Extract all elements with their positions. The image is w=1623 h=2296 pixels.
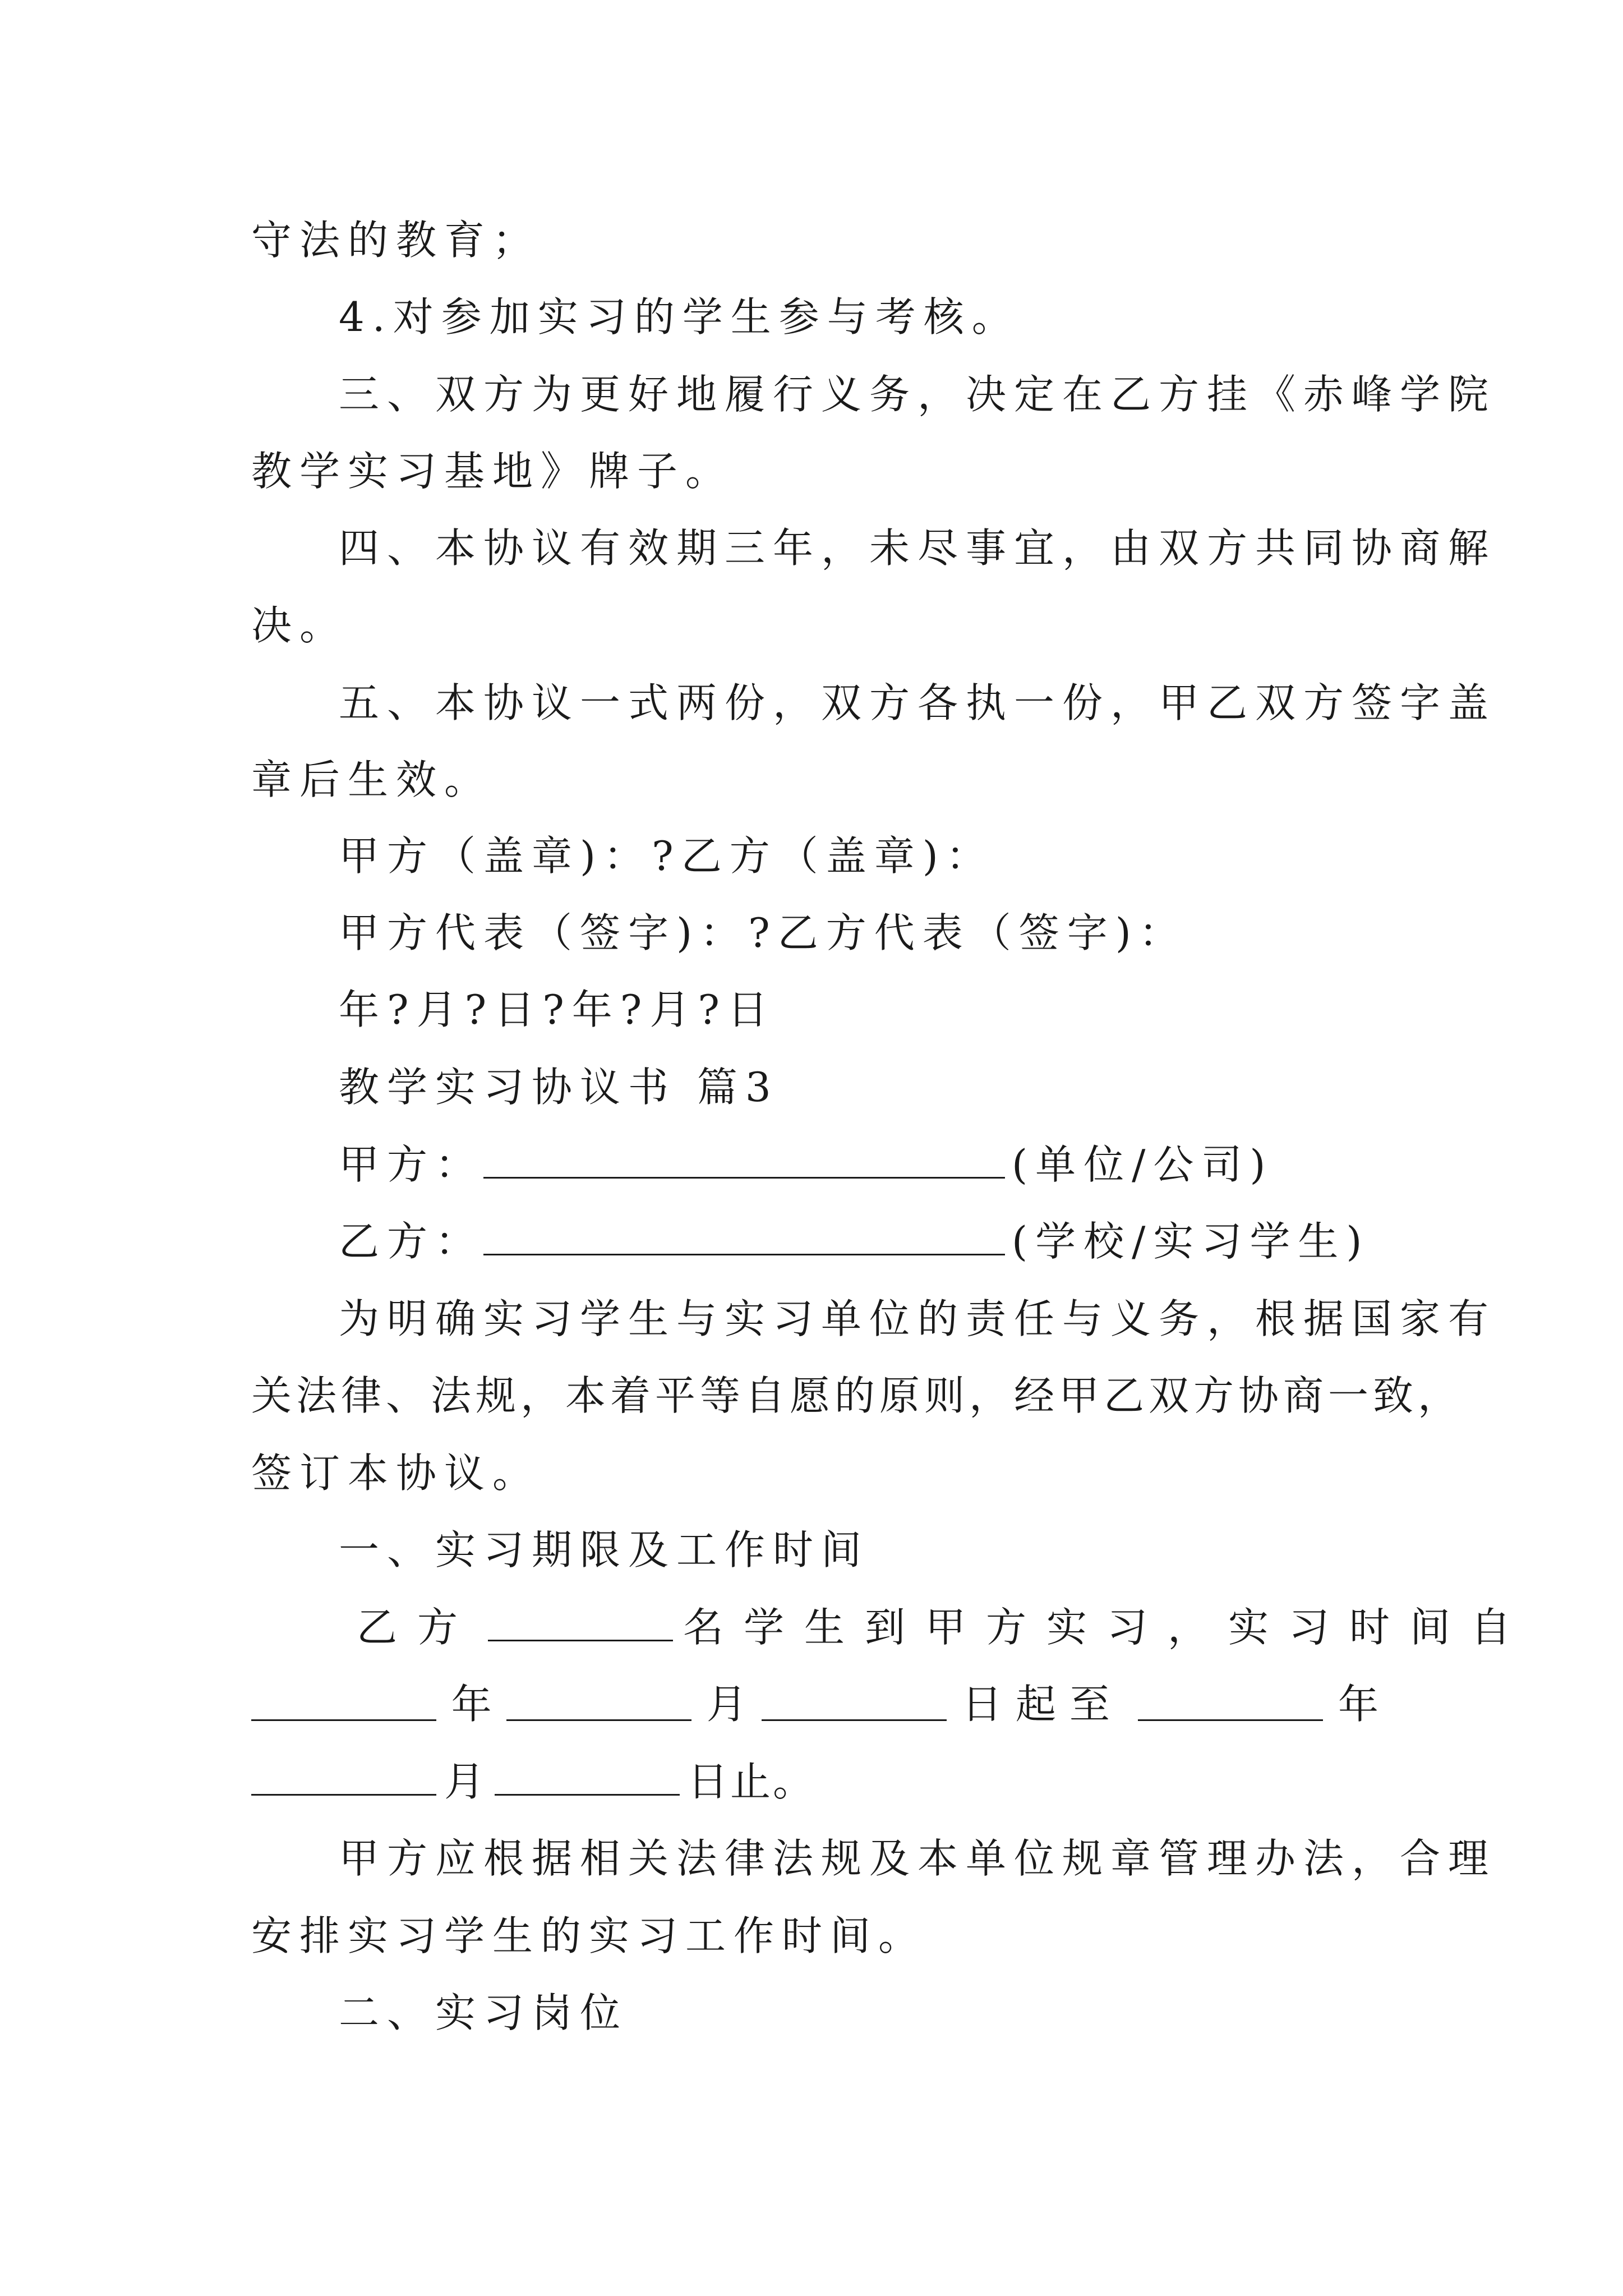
text-line: 签订本协议。 bbox=[251, 1450, 541, 1497]
text-line: 守法的教育； bbox=[251, 217, 541, 264]
month-text: 月 bbox=[444, 1758, 487, 1805]
party-a-note: (单位/公司) bbox=[1012, 1141, 1274, 1188]
text-line: 教学实习基地》牌子。 bbox=[251, 448, 734, 495]
year-text: 年 bbox=[451, 1681, 492, 1728]
clause-heading: 一、实习期限及工作时间 bbox=[339, 1526, 870, 1573]
text-line: 关法律、法规，本着平等自愿的原则，经甲乙双方协商一致， bbox=[251, 1372, 1463, 1419]
section-title: 教学实习协议书 篇3 bbox=[339, 1064, 779, 1111]
end-day-blank[interactable] bbox=[495, 1759, 680, 1796]
signature-line-seal: 甲方（盖章)：?乙方（盖章)： bbox=[339, 832, 994, 880]
date-end-line bbox=[251, 1755, 815, 1809]
party-b-blank[interactable] bbox=[483, 1219, 1005, 1255]
party-a-blank[interactable] bbox=[483, 1142, 1005, 1179]
party-b-text: 乙方 bbox=[357, 1604, 478, 1651]
text-line: 4.对参加实习的学生参与考核。 bbox=[339, 293, 1020, 341]
day-end-text: 日止。 bbox=[688, 1758, 816, 1805]
signature-line-representative: 甲方代表（签字)：?乙方代表（签字)： bbox=[339, 909, 1187, 956]
text-line: 为明确实习学生与实习单位的责任与义务，根据国家有 bbox=[339, 1295, 1497, 1342]
text-line: 四、本协议有效期三年，未尽事宜，由双方共同协商解 bbox=[339, 524, 1497, 572]
party-b-note: (学校/实习学生) bbox=[1012, 1218, 1370, 1265]
clause-heading: 二、实习岗位 bbox=[339, 1989, 629, 2036]
start-year-blank[interactable] bbox=[251, 1685, 436, 1721]
end-year-blank[interactable] bbox=[1138, 1685, 1323, 1721]
text-line: 章后生效。 bbox=[251, 756, 493, 803]
party-a-line bbox=[339, 1138, 1273, 1191]
date-line: 年?月?日?年?月?日 bbox=[339, 986, 776, 1033]
day-from-text: 日起至 bbox=[961, 1681, 1123, 1728]
start-month-blank[interactable] bbox=[506, 1685, 691, 1721]
text-line: 五、本协议一式两份，双方各执一份，甲乙双方签字盖 bbox=[339, 679, 1497, 726]
date-range-line bbox=[251, 1677, 1378, 1731]
month-text: 月 bbox=[706, 1681, 747, 1728]
text-line: 安排实习学生的实习工作时间。 bbox=[251, 1912, 927, 1959]
text-line: 三、双方为更好地履行义务，决定在乙方挂《赤峰学院 bbox=[339, 371, 1497, 418]
text-line: 甲方应根据相关法律法规及本单位规章管理办法，合理 bbox=[339, 1835, 1497, 1882]
student-count-blank[interactable] bbox=[488, 1605, 673, 1641]
party-b-label: 乙方： bbox=[339, 1218, 484, 1265]
internship-count-line bbox=[357, 1600, 1531, 1654]
end-month-blank[interactable] bbox=[251, 1759, 436, 1796]
text-line: 决。 bbox=[251, 602, 348, 649]
start-day-blank[interactable] bbox=[762, 1685, 947, 1721]
internship-text: 名学生到甲方实习，实习时间自 bbox=[683, 1604, 1532, 1651]
party-a-label: 甲方： bbox=[339, 1141, 484, 1188]
year-text: 年 bbox=[1338, 1681, 1378, 1728]
party-b-line bbox=[339, 1214, 1370, 1268]
